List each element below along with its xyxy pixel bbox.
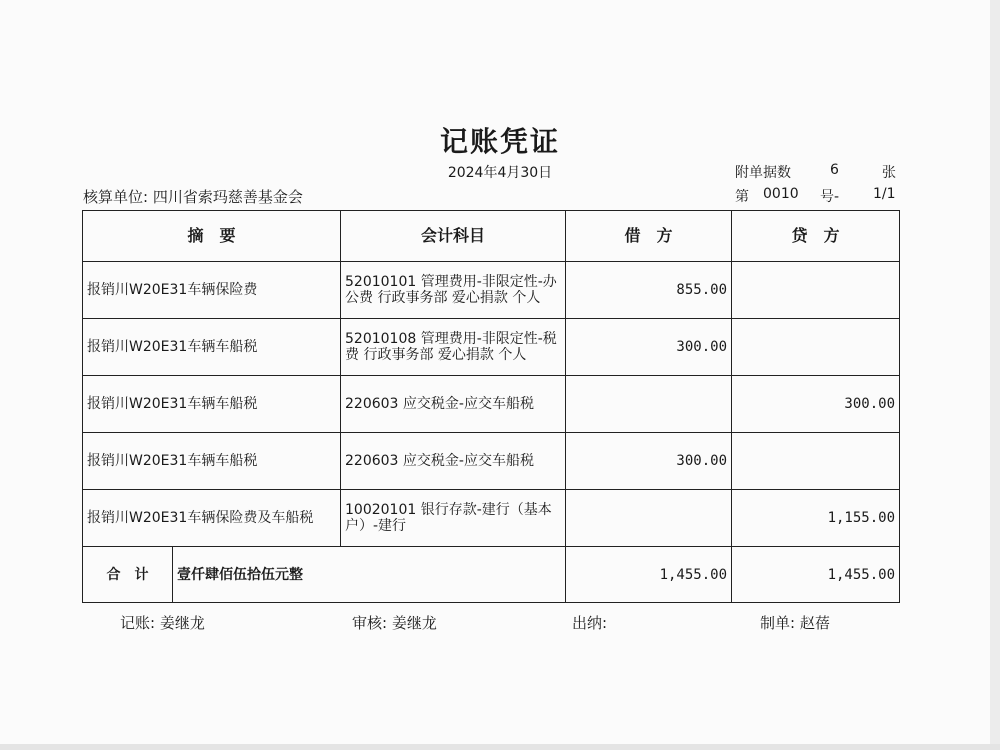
table-row xyxy=(83,376,900,433)
row-debit xyxy=(566,376,732,433)
header-debit: 借 方 xyxy=(566,211,732,262)
preparer-name: 赵蓓 xyxy=(799,614,830,632)
reviewer-label: 审核: xyxy=(352,614,388,632)
row-summary: 报销川W20E31车辆保险费 xyxy=(83,262,341,319)
table-row xyxy=(83,433,900,490)
cashier-signature xyxy=(572,612,607,633)
scan-edge-right xyxy=(990,0,1000,750)
preparer-label: 制单: xyxy=(760,614,796,632)
row-credit xyxy=(732,433,900,490)
total-amount-in-words: 壹仟肆佰伍拾伍元整 xyxy=(173,547,566,603)
header-subject: 会计科目 xyxy=(341,211,566,262)
row-credit xyxy=(732,262,900,319)
row-subject: 220603 应交税金-应交车船税 xyxy=(341,433,566,490)
bookkeeper-label: 记账: xyxy=(120,614,156,632)
accounting-unit xyxy=(83,186,303,207)
voucher-page: 1/1 xyxy=(873,186,896,202)
row-debit: 300.00 xyxy=(566,319,732,376)
row-summary: 报销川W20E31车辆车船税 xyxy=(83,319,341,376)
row-summary: 报销川W20E31车辆保险费及车船税 xyxy=(83,490,341,547)
total-debit: 1,455.00 xyxy=(566,547,732,603)
table-row xyxy=(83,319,900,376)
header-credit: 贷 方 xyxy=(732,211,900,262)
total-credit: 1,455.00 xyxy=(732,547,900,603)
row-subject: 220603 应交税金-应交车船税 xyxy=(341,376,566,433)
voucher-date: 2024年4月30日 xyxy=(447,165,553,181)
table-header-row xyxy=(83,211,900,262)
voucher-prefix: 第 xyxy=(735,189,749,205)
voucher-number: 0010 xyxy=(763,186,799,202)
scan-edge-bottom xyxy=(0,744,1000,750)
table-row xyxy=(83,490,900,547)
attachments-count: 6 xyxy=(830,162,839,178)
voucher-suffix: 号- xyxy=(820,189,840,205)
unit-label: 核算单位: xyxy=(83,188,149,206)
attachments-label: 附单据数 xyxy=(735,165,791,181)
row-debit: 300.00 xyxy=(566,433,732,490)
row-credit xyxy=(732,319,900,376)
reviewer-name: 姜继龙 xyxy=(391,614,437,632)
row-summary: 报销川W20E31车辆车船税 xyxy=(83,433,341,490)
row-debit: 855.00 xyxy=(566,262,732,319)
row-subject: 52010108 管理费用-非限定性-税费 行政事务部 爱心捐款 个人 xyxy=(341,319,566,376)
row-credit: 1,155.00 xyxy=(732,490,900,547)
table-row xyxy=(83,262,900,319)
cashier-label: 出纳: xyxy=(572,614,608,632)
unit-name: 四川省索玛慈善基金会 xyxy=(152,188,303,206)
voucher-table xyxy=(82,210,900,603)
bookkeeper-name: 姜继龙 xyxy=(159,614,205,632)
bookkeeper-signature xyxy=(120,612,205,633)
row-subject: 52010101 管理费用-非限定性-办公费 行政事务部 爱心捐款 个人 xyxy=(341,262,566,319)
row-debit xyxy=(566,490,732,547)
row-credit: 300.00 xyxy=(732,376,900,433)
row-subject: 10020101 银行存款-建行（基本户）-建行 xyxy=(341,490,566,547)
preparer-signature xyxy=(760,612,830,633)
voucher-title: 记账凭证 xyxy=(439,125,560,158)
header-summary: 摘 要 xyxy=(83,211,341,262)
attachments-unit: 张 xyxy=(882,165,896,181)
total-label: 合 计 xyxy=(83,547,173,603)
reviewer-signature xyxy=(352,612,437,633)
total-row xyxy=(83,547,900,603)
row-summary: 报销川W20E31车辆车船税 xyxy=(83,376,341,433)
